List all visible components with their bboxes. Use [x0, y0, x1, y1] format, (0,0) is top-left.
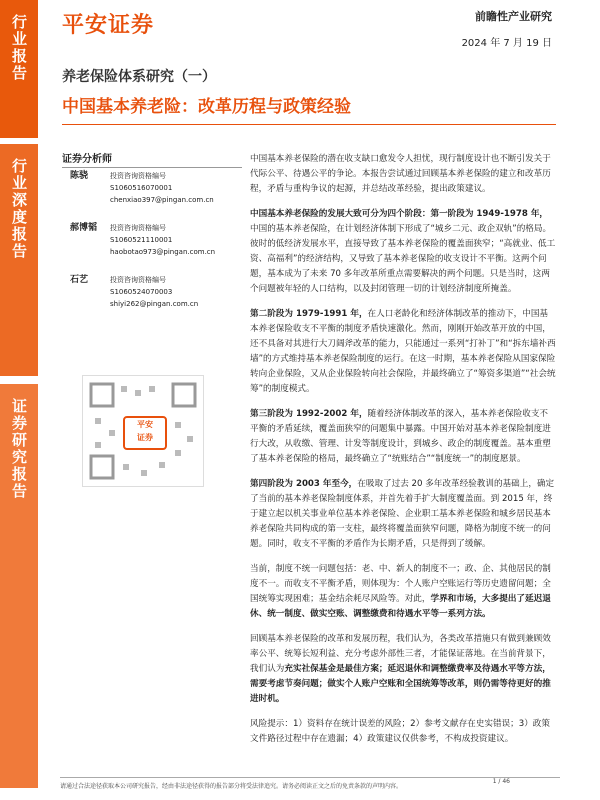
- analyst-heading: 证券分析师: [62, 150, 242, 168]
- qr-center-logo: 平安 证券: [123, 416, 167, 450]
- body-paragraph: 中国基本养老保险的发展大致可分为四个阶段：第一阶段为 1949-1978 年，中国的基本养老保险，在计划经济体制下形成了“城乡二元、政企双轨”的格局。彼时的低经济发展水平，直接导致了基本养老保险的覆盖面狭窄；“高就业、低工资、高福利”的经济结构，又导致了基本养老保险的收支设计不平衡。这两个问题，基本成为了未来 70 多年改革所重点需要解决的两个问题。只是当时，这两个问题被年轻的人口结构，以及封闭管理一切的计划经济制度所掩盖。: [250, 209, 556, 294]
- sidebar-industry-deep-report: 行业深度报告: [0, 144, 38, 376]
- report-date: 2024 年 7 月 19 日: [461, 38, 552, 49]
- title-divider: [62, 124, 556, 125]
- page-title: 中国基本养老险：改革历程与政策经验: [62, 97, 351, 117]
- analyst-qual-label: 投资咨询资格编号: [110, 224, 166, 232]
- company-logo: 平安证券: [62, 13, 155, 38]
- body-paragraph: 第三阶段为 1992-2002 年，随着经济体制改革的深入，基本养老保险收支不平衡的矛盾延续，覆盖面狭窄的问题集中暴露。中国开始对基本养老保险制度进行大改，从收缴、管理、计发等制度设计，到城乡、政企的制度覆盖。基本重塑了基本养老保险的格局，最终确立了“统账结合”“制度统一”的制度愿景。: [250, 409, 551, 464]
- qr-code[interactable]: [82, 375, 204, 487]
- body-paragraph: 第二阶段为 1979-1991 年，在人口老龄化和经济体制改革的推动下，中国基本养老保险收支不平衡的制度矛盾快速激化。然而，刚刚开始改革开放的中国，还不具备对其进行大刀阔斧改革的能力，只能通过一系列“打补丁”和“拆东墙补西墙”的方式维持基本养老保险制度的运行。在这一时期，基本养老保险从国家保险转向企业保险，又从企业保险转向社会保险，并最终确立了“筹资多渠道”“社会统筹”的制度模式。: [250, 309, 556, 394]
- stage-heading: 第三阶段为 1992-2002 年，: [250, 409, 368, 419]
- analyst-email[interactable]: shiyi262@pingan.com.cn: [110, 300, 199, 308]
- analyst-qual-number: S1060516070001: [110, 184, 173, 192]
- analyst-qual-label: 投资咨询资格编号: [110, 172, 166, 180]
- analyst-email[interactable]: haobotao973@pingan.com.cn: [110, 248, 216, 256]
- sidebar-industry-report: 行业报告: [0, 0, 38, 138]
- analyst-qual-number: S1060521110001: [110, 236, 173, 244]
- page-number: 1 / 46: [492, 778, 510, 785]
- analyst-name: 郝博韬: [70, 223, 98, 233]
- analyst-email[interactable]: chenxiao397@pingan.com.cn: [110, 196, 214, 204]
- analyst-qual-label: 投资咨询资格编号: [110, 276, 166, 284]
- stage-heading: 中国基本养老保险的发展大致可分为四个阶段：第一阶段为 1949-1978 年，: [250, 209, 549, 219]
- risk-warning: 风险提示：1）资料存在统计误差的风险；2）参考文献存在史实错误；3）政策文件路径过程中存在遗漏；4）政策建议仅供参考，不构成投资建议。: [250, 719, 550, 744]
- body-paragraph: 中国基本养老保险的潜在收支缺口愈发令人担忧，现行制度设计也不断引发关于代际公平、待遇公平的争论。本报告尝试通过回顾基本养老保险的建立和改革历程，矛盾与重构争议的起源，并总结改革经验，提出政策建议。: [250, 154, 551, 194]
- stage-heading: 第二阶段为 1979-1991 年，: [250, 309, 368, 319]
- analyst-qual-number: S1060524070003: [110, 288, 173, 296]
- footer-disclaimer: 请通过合法途径获取本公司研究报告，经由非法途径获得的报告部分将受法律追究。请务必阅读正文之后的免责条款的声明内容。: [60, 783, 403, 790]
- analyst-name: 石艺: [70, 275, 89, 285]
- body-paragraph: 第四阶段为 2003 年至今，在吸取了过去 20 多年改革经验教训的基础上，确定了当前的基本养老保险制度体系，并首先着手扩大制度覆盖面。到 2015 年，终于建立起以机关事业单位基本养老保险、企业职工基本养老保险和城乡居民基本养老保险共同构成的第一支柱，最终将覆盖面狭窄问题，降格为制度不统一的问题。同时，收支不平衡的矛盾作为长期矛盾，只是得到了缓解。: [250, 479, 555, 549]
- body-paragraph: 当前，制度不统一问题包括：老、中、新人的制度不一；政、企、其他居民的制度不一。而收支不平衡矛盾，则体现为：个人账户空账运行等历史遗留问题；全国统筹实现困难；基金结余耗尽风险等。对此，学界和市场，大多提出了延迟退休、统一制度、做实空账、调整缴费和待遇水平等一系列方法。: [250, 564, 551, 619]
- report-body: [250, 152, 556, 757]
- sidebar: [0, 0, 40, 800]
- report-tag: 前瞻性产业研究: [475, 10, 552, 23]
- sidebar-securities-research-report: 证券研究报告: [0, 384, 38, 788]
- page-footer: [60, 777, 560, 790]
- analyst-name: 陈骁: [70, 171, 89, 181]
- stage-heading: 第四阶段为 2003 年至今，: [250, 479, 358, 489]
- header-right: [462, 8, 552, 49]
- body-paragraph: 回顾基本养老保险的改革和发展历程，我们认为，各类改革措施只有做到兼顾效率公平、统筹长短利益、充分考虑外部性三者，才能保证落地。在当前背景下，我们认为充实社保基金是最佳方案；延迟退休和调整缴费率及待遇水平等方法，需要考虑节奏问题；做实个人账户空账和全国统筹等改革，则仍需等待更好的推进时机。: [250, 634, 551, 704]
- series-title: 养老保险体系研究（一）: [62, 69, 216, 85]
